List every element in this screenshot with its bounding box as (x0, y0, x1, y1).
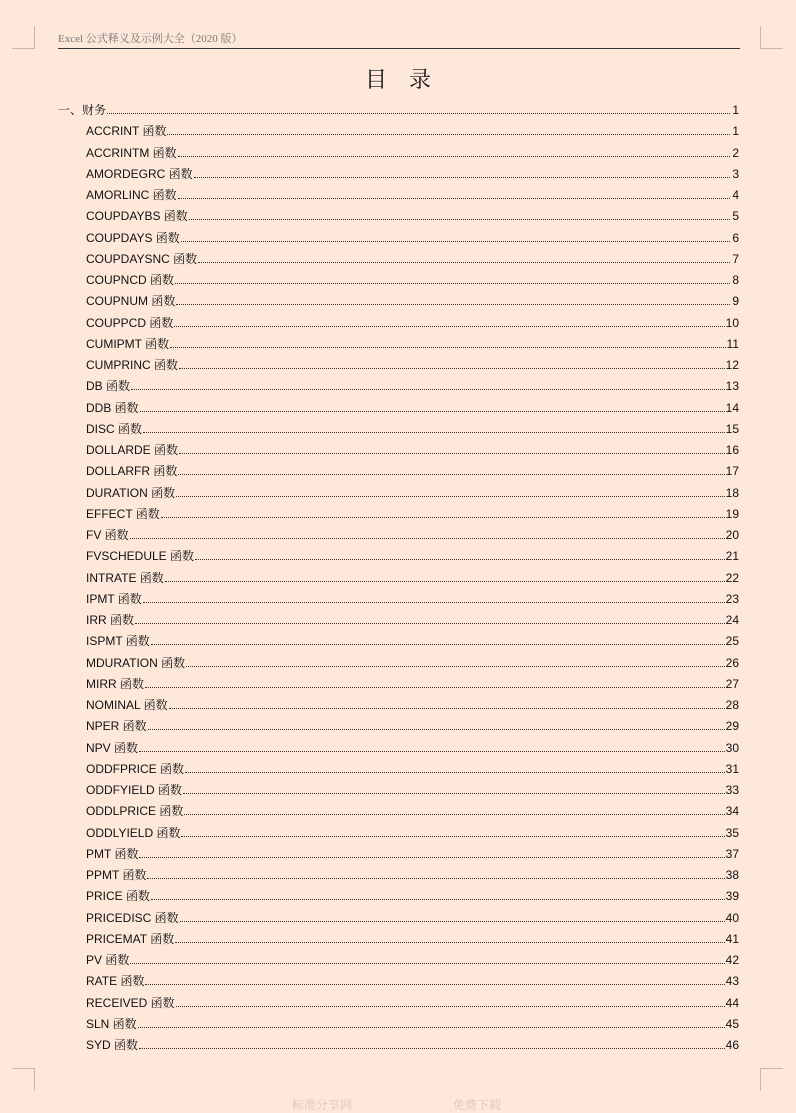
toc-entry-label: PRICEMAT 函数 (86, 931, 175, 946)
toc-entry[interactable] (58, 759, 739, 780)
toc-page-number: 19 (725, 506, 739, 521)
toc-page-number: 4 (732, 188, 739, 202)
toc-page-number: 6 (732, 230, 739, 245)
toc-dot-leader (178, 197, 730, 199)
toc-dot-leader (175, 941, 724, 943)
toc-entry-label: IRR 函数 (86, 613, 135, 627)
toc-dot-leader (178, 473, 724, 475)
toc-entry-label: ISPMT 函数 (86, 634, 150, 649)
toc-entry-label: PRICE 函数 (86, 889, 151, 904)
toc-page-number: 40 (725, 910, 739, 925)
toc-entry[interactable] (58, 143, 739, 164)
toc-entry-label: IPMT 函数 (86, 591, 142, 606)
toc-page-number: 1 (732, 124, 739, 139)
toc-entry-label: DOLLARDE 函数 (86, 443, 179, 457)
toc-page-number: 45 (725, 1016, 739, 1031)
toc-dot-leader (148, 728, 725, 730)
toc-entry[interactable] (58, 440, 739, 461)
toc-dot-leader (139, 856, 724, 858)
toc-page-number: 2 (732, 145, 739, 160)
toc-dot-leader (143, 601, 725, 603)
crop-mark-bottom-left (12, 1068, 35, 1091)
toc-dot-leader (135, 622, 725, 624)
toc-entry[interactable] (58, 546, 739, 567)
toc-entry[interactable] (58, 631, 739, 652)
toc-entry-label: DDB 函数 (86, 400, 139, 415)
toc-dot-leader (170, 346, 725, 348)
toc-entry-label: COUPDAYSNC 函数 (86, 251, 198, 266)
toc-entry-label: RECEIVED 函数 (86, 995, 175, 1010)
toc-page-number: 5 (732, 209, 739, 224)
toc-title: 目录 (364, 68, 453, 93)
toc-entry-label: COUPNCD 函数 (86, 273, 175, 287)
toc-page-number: 9 (732, 294, 739, 309)
toc-entry[interactable] (58, 653, 739, 674)
toc-page-number: 12 (725, 358, 739, 372)
toc-entry-label: COUPDAYS 函数 (86, 230, 180, 245)
toc-page-number: 8 (732, 273, 739, 287)
toc-dot-leader (195, 558, 725, 560)
toc-page-number: 33 (725, 783, 739, 797)
toc-entry-label: PV 函数 (86, 953, 130, 967)
toc-entry-label: EFFECT 函数 (86, 506, 160, 521)
toc-page-number: 21 (725, 549, 739, 564)
running-header: Excel 公式释义及示例大全（2020 版） (58, 32, 740, 49)
toc-dot-leader (198, 261, 730, 263)
toc-page-number: 42 (725, 953, 739, 967)
toc-page-number: 31 (725, 761, 739, 776)
toc-entry[interactable] (58, 908, 739, 929)
toc-entry-label: ODDFPRICE 函数 (86, 761, 185, 776)
toc-dot-leader (189, 218, 730, 220)
toc-dot-leader (130, 962, 724, 964)
toc-entry[interactable] (58, 164, 739, 185)
toc-entry-label: FVSCHEDULE 函数 (86, 549, 195, 564)
toc-page-number: 34 (725, 804, 739, 819)
toc-page-number: 37 (725, 846, 739, 861)
toc-entry-label: NPV 函数 (86, 740, 139, 755)
toc-page-number: 29 (725, 719, 739, 734)
toc-entry-label: ODDFYIELD 函数 (86, 783, 183, 797)
toc-entry[interactable] (58, 376, 739, 397)
toc-entry-label: ODDLYIELD 函数 (86, 825, 181, 840)
toc-page-number: 30 (725, 740, 739, 755)
toc-page-number: 43 (725, 974, 739, 989)
toc-entry-label: AMORDEGRC 函数 (86, 166, 193, 181)
toc-dot-leader (176, 495, 725, 497)
toc-dot-leader (179, 452, 725, 454)
toc-page-number: 7 (732, 251, 739, 266)
toc-page-number: 10 (725, 315, 739, 330)
toc-entry[interactable] (58, 1035, 739, 1056)
toc-page-number: 28 (725, 698, 739, 712)
toc-entry-label: ACCRINT 函数 (86, 124, 167, 139)
toc-entry[interactable] (58, 801, 739, 822)
toc-dot-leader (151, 898, 725, 900)
toc-dot-leader (138, 1026, 725, 1028)
toc-dot-leader (131, 388, 725, 390)
toc-entry-label: DB 函数 (86, 379, 131, 394)
toc-dot-leader (174, 325, 724, 327)
toc-dot-leader (175, 282, 730, 284)
toc-entry[interactable] (58, 483, 739, 504)
toc-entry[interactable] (58, 738, 739, 759)
toc-dot-leader (176, 1005, 725, 1007)
toc-entry[interactable] (58, 929, 739, 950)
toc-entry[interactable] (58, 568, 739, 589)
toc-entry[interactable] (58, 334, 739, 355)
toc-page-number: 23 (725, 591, 739, 606)
toc-dot-leader (184, 813, 724, 815)
toc-dot-leader (183, 792, 725, 794)
toc-dot-leader (176, 303, 730, 305)
toc-entry-label: SLN 函数 (86, 1016, 137, 1031)
toc-dot-leader (186, 665, 725, 667)
toc-dot-leader (185, 771, 725, 773)
toc-entry-label: PRICEDISC 函数 (86, 910, 179, 925)
toc-entry[interactable] (58, 185, 739, 206)
toc-page-number: 3 (732, 166, 739, 181)
toc-page-number: 16 (725, 443, 739, 457)
toc-entry-label: MDURATION 函数 (86, 655, 186, 670)
toc-page-number: 17 (725, 464, 739, 479)
toc-page-number: 11 (726, 336, 739, 351)
toc-entry-label: 一、财务 (58, 103, 107, 117)
toc-entry[interactable] (58, 823, 739, 844)
toc-entry-label: DOLLARFR 函数 (86, 464, 178, 479)
toc-dot-leader (130, 537, 725, 539)
toc-entry-label: PPMT 函数 (86, 868, 147, 882)
watermark-right-text: 免费下载 (453, 1098, 502, 1112)
toc-dot-leader (107, 112, 730, 114)
toc-entry-label: COUPNUM 函数 (86, 294, 176, 309)
toc-entry-label: NPER 函数 (86, 719, 147, 734)
toc-entry[interactable] (58, 206, 739, 227)
toc-entry-label: INTRATE 函数 (86, 570, 164, 585)
toc-page-number: 18 (725, 485, 739, 500)
toc-entry[interactable] (58, 971, 739, 992)
toc-entry[interactable] (58, 1014, 739, 1035)
toc-dot-leader (145, 686, 725, 688)
toc-dot-leader (161, 516, 725, 518)
toc-page-number: 44 (725, 995, 739, 1010)
toc-page-number: 14 (725, 400, 739, 415)
toc-entry-label: SYD 函数 (86, 1038, 139, 1052)
toc-dot-leader (165, 580, 725, 582)
toc-entry[interactable] (58, 674, 739, 695)
toc-page-number: 46 (725, 1038, 739, 1052)
toc-entry-label: RATE 函数 (86, 974, 145, 989)
toc-entry-label: FV 函数 (86, 528, 129, 542)
crop-mark-top-right (760, 26, 783, 49)
toc-dot-leader (181, 835, 724, 837)
toc-dot-leader (143, 431, 725, 433)
toc-entry[interactable] (58, 291, 739, 312)
toc-entry[interactable] (58, 844, 739, 865)
toc-entry[interactable] (58, 525, 739, 546)
toc-entry[interactable] (58, 716, 739, 737)
toc-entry-label: ACCRINTM 函数 (86, 145, 177, 160)
toc-dot-leader (139, 750, 725, 752)
toc-entry[interactable] (58, 270, 739, 291)
toc-section-entry[interactable] (58, 100, 739, 121)
toc-dot-leader (167, 133, 730, 135)
toc-page-number: 1 (732, 103, 739, 117)
toc-entry-label: ODDLPRICE 函数 (86, 804, 184, 819)
toc-entry[interactable] (58, 610, 739, 631)
toc-dot-leader (194, 176, 730, 178)
toc-entry-label: DURATION 函数 (86, 485, 176, 500)
toc-page-number: 35 (725, 825, 739, 840)
toc-entry[interactable] (58, 695, 739, 716)
toc-dot-leader (179, 367, 725, 369)
toc-page-number: 20 (725, 528, 739, 542)
toc-entry-label: PMT 函数 (86, 846, 139, 861)
toc-dot-leader (140, 410, 725, 412)
toc-page-number: 24 (725, 613, 739, 627)
toc-page-number: 41 (725, 931, 739, 946)
toc-entry[interactable] (58, 950, 739, 971)
toc-entry[interactable] (58, 504, 739, 525)
toc-page-number: 27 (725, 676, 739, 691)
watermark-left-text: 标准分享网 (292, 1098, 353, 1112)
toc-page-number: 26 (725, 655, 739, 670)
toc-entry[interactable] (58, 993, 739, 1014)
toc-page-number: 13 (725, 379, 739, 394)
toc-entry[interactable] (58, 886, 739, 907)
toc-entry[interactable] (58, 780, 739, 801)
toc-entry[interactable] (58, 461, 739, 482)
toc-dot-leader (180, 920, 725, 922)
toc-entry-label: COUPDAYBS 函数 (86, 209, 188, 224)
toc-list (58, 100, 739, 1056)
crop-mark-bottom-right (760, 1068, 783, 1091)
toc-page-number: 38 (725, 868, 739, 882)
toc-entry-label: CUMIPMT 函数 (86, 336, 170, 351)
toc-dot-leader (181, 240, 730, 242)
toc-entry[interactable] (58, 249, 739, 270)
toc-entry[interactable] (58, 865, 739, 886)
toc-entry-label: COUPPCD 函数 (86, 315, 174, 330)
toc-page-number: 25 (725, 634, 739, 649)
toc-page-number: 15 (725, 421, 739, 436)
toc-dot-leader (178, 155, 730, 157)
toc-entry[interactable] (58, 589, 739, 610)
toc-page-number: 39 (725, 889, 739, 904)
toc-entry[interactable] (58, 355, 739, 376)
toc-entry-label: MIRR 函数 (86, 676, 144, 691)
toc-dot-leader (139, 1047, 725, 1049)
toc-page-number: 22 (725, 570, 739, 585)
toc-entry-label: AMORLINC 函数 (86, 188, 177, 202)
toc-entry[interactable] (58, 313, 739, 334)
toc-dot-leader (145, 983, 724, 985)
toc-entry-label: CUMPRINC 函数 (86, 358, 178, 372)
toc-entry[interactable] (58, 398, 739, 419)
toc-entry[interactable] (58, 228, 739, 249)
toc-entry-label: NOMINAL 函数 (86, 698, 168, 712)
toc-entry[interactable] (58, 419, 739, 440)
toc-entry-label: DISC 函数 (86, 421, 143, 436)
toc-dot-leader (147, 877, 724, 879)
toc-dot-leader (169, 707, 725, 709)
toc-dot-leader (151, 643, 725, 645)
crop-mark-top-left (12, 26, 35, 49)
toc-entry[interactable] (58, 121, 739, 142)
